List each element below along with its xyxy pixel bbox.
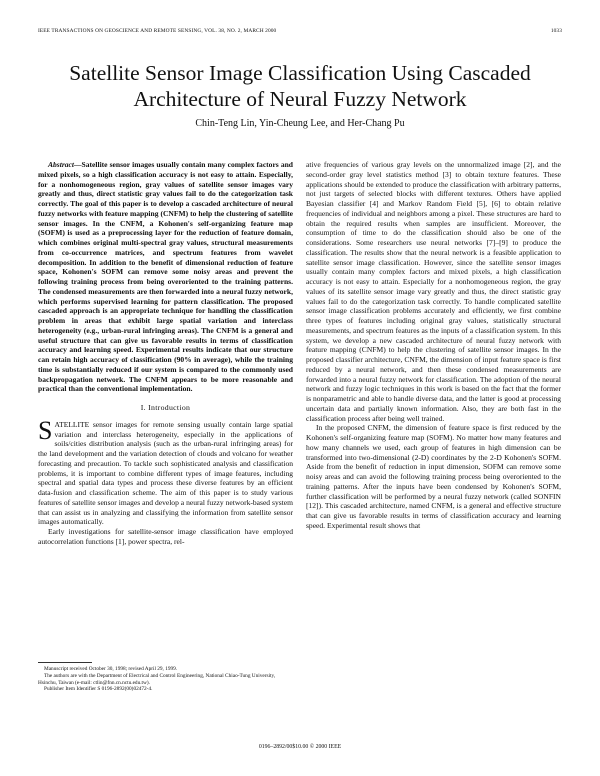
abstract-text: Satellite sensor images usually contain many complex factors and mixed pixels, so a high classification accuracy is not easy to attain. Especially, for a nonhomogeneous region, gray values of satellite sensor images vary greatly and thus, direct statistic gray values fail to do the categorization task correctly. The goal of this paper is to develop a cascaded architecture of neural fuzzy networks with feature mapping (CNFM) to help the clustering of satellite sensor images. In the CNFM, a Kohonen's self-organizing feature map (SOFM) is used as a preprocessing layer for the reduction of feature domain, which combines original multi-spectral gray values, structural measurements from co-occurrence matrices, and spectrum features from wavelet decomposition. In addition to the benefit of dimensional reduction of feature space, Kohonen's SOFM can remove some noisy areas and prevent the following training process from being overoriented to the training patterns. The condensed measurements are then forwarded into a neural fuzzy network, which performs supervised learning for pattern classification. The proposed cascaded approach is an appropriate technique for handling the classification problem in areas that exhibit large spatial variation and interclass heterogeneity (e.g., urban-rural infringing areas). The CNFM is a general and useful structure that can give us favorable results in terms of classification accuracy and learning speed. Experimental results indicate that our structure can retain high accuracy of classification (90% in average), while the training time is substantially reduced if our system is compared to the commonly used backpropagation network. The CNFM appears to be more reasonable and practical than the conventional implementation. (38, 160, 293, 394)
left-column (38, 160, 293, 547)
intro-paragraph-2: Early investigations for satellite-sensor image classification have employed autocorrelation functions [1], power spectra, rel- (38, 527, 293, 546)
drop-cap: S (38, 415, 53, 445)
body-paragraph-1: ative frequencies of various gray levels on the unnormalized image [2], and the second-order gray level statistics method [3] to obtain texture features. These applications should be extended to produce the classification with arbitrary patterns, not just targets of selected blocks with different textures. Others have applied Bayesian classifier [4] and Markov Random Field [5], [6] to obtain relative frequencies of individual and neighbors among a pixel. These structures are hard to obtain the required results when samples are insufficient. Moreover, the consumption of time to do the classification should also be one of the considerations. Some researchers use neural networks [7]–[9] to produce the classification. The results show that the neural network is a feasible application to satellite sensor image classification. However, since the satellite sensor images usually contain many complex factors and mixed pixels, a high classification accuracy is not easy to attain. Especially for a nonhomogeneous region, the gray values of its satellite sensor image vary greatly and thus, the direct statistic gray values fail to do the categorization task correctly. To handle complicated satellite sensor image classification problems accurately and efficiently, we first combine three types of features including original gray values, statistically structural measurements, and spectrum features as the inputs of a classification system. In this system, we develop a new cascaded architecture of neural fuzzy network with feature mapping (CNFM) to help the clustering of satellite sensor images. In the proposed classifier architecture, CNFM, the dimension of input feature space is first reduced by a neural network, and then these condensed measurements are forwarded into a neural fuzzy network for classification. The adoption of the neural network and fuzzy logic techniques in this work is based on the fact that the former is nonparametric and able to handle diverse data, and the latter is good at processing uncertain data and partially known information. Also, they are both fast in the classification process after being well trained. (306, 160, 561, 423)
intro-paragraph-1 (38, 415, 293, 527)
section-heading-introduction: I. Introduction (140, 403, 191, 412)
copyright-line: 0196–2892/00$10.00 © 2000 IEEE (258, 744, 342, 750)
abstract-label: Abstract— (48, 160, 82, 169)
intro-paragraph-1-text: ATELLITE sensor images for remote sensing usually contain large spatial variation and interclass heterogeneity, especially in the applications of soils/cities distribution analysis (such as the urban-rural infringing areas) for the land development and the variation detection of clouds and volcano for weather forecasting and precaution. To tackle such sophisticated analysis and classification problems, it is important to combine different types of image features, including spectral and spatial data types and process these diverse features by an efficient data-fusion and classification scheme. The aim of this paper is to study various features of satellite sensor images and develop a neural fuzzy network-based system that can assist us in analyzing and classifying the information from satellite sensor images automatically. (38, 419, 293, 527)
running-header (38, 28, 562, 38)
paper-title: Satellite Sensor Image Classification Using Cascaded Architecture of Neural Fuzzy Network (69, 61, 531, 111)
footnote-publisher-id: Publisher Item Identifier S 0196-2892(00)02472-4. (44, 686, 153, 693)
footnotes (38, 666, 293, 693)
right-column (306, 160, 561, 531)
author-list: Chin-Teng Lin, Yin-Cheung Lee, and Her-Chang Pu (195, 118, 405, 129)
body-paragraph-2: In the proposed CNFM, the dimension of feature space is first reduced by the Kohonen's self-organizing feature map (SOFM). No matter how many features and how many channels we used, each group of features in high dimension can be transformed into two-dimensional (2-D) coordinates by the 2-D Kohonen's SOFM. Aside from the benefit of reduction in input dimension, SOFM can remove some noisy areas and can avoid the following training process being overoriented to the training patterns. After the inputs have been condensed by Kohonen's SOFM, further classification will be performed by a neural fuzzy network (called SONFIN [12]). This cascaded architecture, named CNFM, is a general and effective structure that can give us favorable results in terms of classification accuracy and learning speed. Experimental result shows that (306, 423, 561, 530)
abstract (38, 160, 293, 394)
journal-info: IEEE TRANSACTIONS ON GEOSCIENCE AND REMOTE SENSING, VOL. 38, NO. 2, MARCH 2000 (38, 28, 277, 34)
footnote-divider (38, 662, 92, 663)
footnote-authors: The authors are with the Department of Electrical and Control Engineering, National Chiao-Tung University, Hsinchu, Taiwan (e-mail: ctlin@fnn.cn.nctu.edu.tw). (38, 672, 276, 686)
page-number: 1033 (550, 28, 562, 34)
footnote-manuscript: Manuscript received October 30, 1998; revised April 29, 1999. (44, 666, 178, 672)
